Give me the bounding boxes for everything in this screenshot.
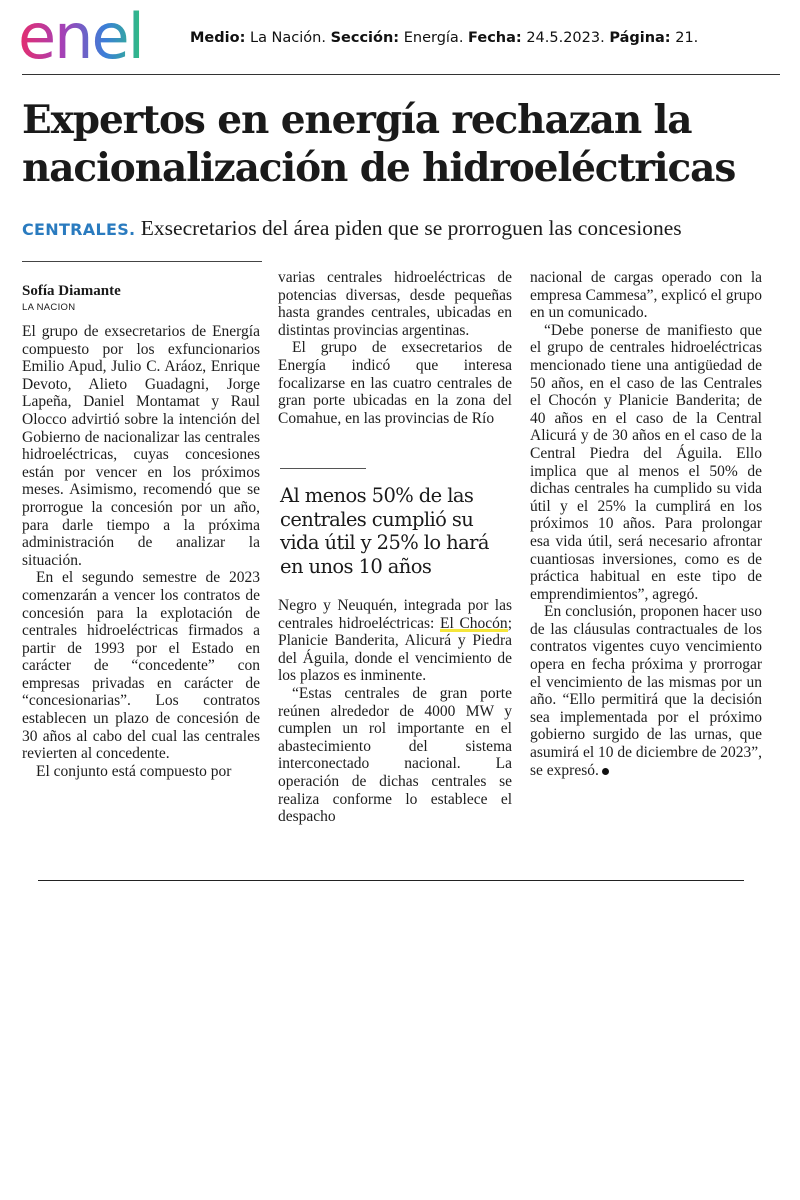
bottom-divider: [38, 880, 744, 881]
paragraph: varias centrales hidroeléctricas de potencias diversas, desde pequeñas hasta grandes centrales, ubicadas en distintas provincias argentinas.: [278, 269, 512, 339]
paragraph: El grupo de exsecretarios de Energía indicó que interesa focalizarse en las cuatro centrales de gran porte ubicadas en la zona del Comahue, en las provincias de Río: [278, 339, 512, 427]
subtitle-text: Exsecretarios del área piden que se prorroguen las concesiones: [140, 216, 682, 240]
enel-logo: [18, 6, 180, 66]
medio-value: La Nación.: [249, 30, 326, 46]
top-divider: [22, 74, 780, 75]
paragraph: En el segundo semestre de 2023 comenzarán a vencer los contratos de concesión para la explotación de centrales hidroeléctricas firmados a partir de 1993 por el Estado en carácter de “concedente” con empresas privadas en carácter de “concesionarias”. Los contratos establecen un plazo de concesión de 30 años al cabo del cual las centrales revierten al concedente.: [22, 569, 260, 763]
paragraph-text: Negro y Neuquén, integrada por las centrales hidroeléctricas:: [278, 597, 512, 632]
paragraph: El grupo de exsecretarios de Energía compuesto por los exfuncionarios Emilio Apud, Julio C. Aráoz, Enrique Devoto, Alieto Guadagni, Jorge Lapeña, Daniel Montamat y Raul Olocco advirtió sobre la intención del Gobierno de nacionalizar las centrales hidroeléctricas, cuyas concesiones están por vencer en los próximos meses. Asimismo, recomendó que se prorrogue la concesión por un año, para darle tiempo a la próxima administración de analizar la situación.: [22, 323, 260, 569]
pagina-value: 21.: [675, 30, 699, 46]
seccion-label: Sección:: [330, 30, 400, 46]
paragraph: “Estas centrales de gran porte reúnen alrededor de 4000 MW y cumplen un rol importante en el abastecimiento del sistema interconectado nacional. La operación de dichas centrales se realiza conforme lo establece el despacho: [278, 684, 512, 826]
pagina-label: Página:: [609, 30, 671, 46]
byline-source: LA NACION: [22, 302, 76, 313]
article-column-1: [22, 323, 260, 780]
fecha-label: Fecha:: [468, 30, 522, 46]
paragraph: El conjunto está compuesto por: [36, 762, 232, 780]
paragraph: “Debe ponerse de manifiesto que el grupo de centrales hidroeléctricas mencionado tiene una antigüedad de 50 años, en el caso de las Centrales el Chocón y Planicie Banderita; de 40 años en el caso de la Central Alicurá y de 30 años en el caso de la Central Piedra del Águila. Ello implica que al menos el 50% de dichas centrales ha cumplido su vida útil y el 25% la cumplirá en los próximos 10 años. Para prolongar esa vida útil, será necesario afrontar cuantiosas inversiones, como es de práctica habitual en este tipo de emprendimientos”, agregó.: [530, 321, 762, 603]
seccion-value: Energía.: [403, 30, 464, 46]
fecha-value: 24.5.2023.: [526, 30, 605, 46]
end-mark-icon: [602, 768, 609, 775]
paragraph: [278, 597, 512, 685]
paragraph-text: En conclusión, proponen hacer uso de las cláusulas contractuales de los contratos vigentes cuyo vencimiento opera en fecha próxima y prorrogar el vencimiento de las mismas por un año. “Ello permitirá que la decisión sea implementada por el próximo gobierno surgido de las urnas, que asumirá el 10 de diciembre de 2023”, se expresó.: [530, 603, 762, 779]
byline-divider: [22, 261, 262, 262]
article-column-2-bottom: [278, 597, 512, 826]
article-subtitle: [22, 214, 782, 244]
pull-quote: Al menos 50% de las centrales cumplió su vida útil y 25% lo hará en unos 10 años: [280, 484, 489, 578]
article-column-2-top: [278, 269, 512, 427]
clipping-meta: [190, 30, 796, 46]
section-kicker: CENTRALES.: [22, 220, 136, 239]
byline-author: Sofía Diamante: [22, 283, 121, 299]
paragraph: [530, 603, 762, 779]
article-headline: Expertos en energía rechazan la nacionalización de hidroeléctricas: [22, 97, 736, 191]
article-column-3: [530, 269, 762, 779]
paragraph: nacional de cargas operado con la empresa Cammesa”, explicó el grupo en un comunicado.: [530, 269, 762, 322]
medio-label: Medio:: [190, 30, 246, 46]
highlighted-text: El Chocón: [440, 614, 508, 632]
paragraph-text: ; Planicie Banderita, Alicurá y Piedra del Águila, donde el vencimiento de los plazos es inminente.: [278, 614, 512, 685]
pullquote-divider: [280, 468, 366, 469]
logo-text: enel: [18, 6, 143, 66]
